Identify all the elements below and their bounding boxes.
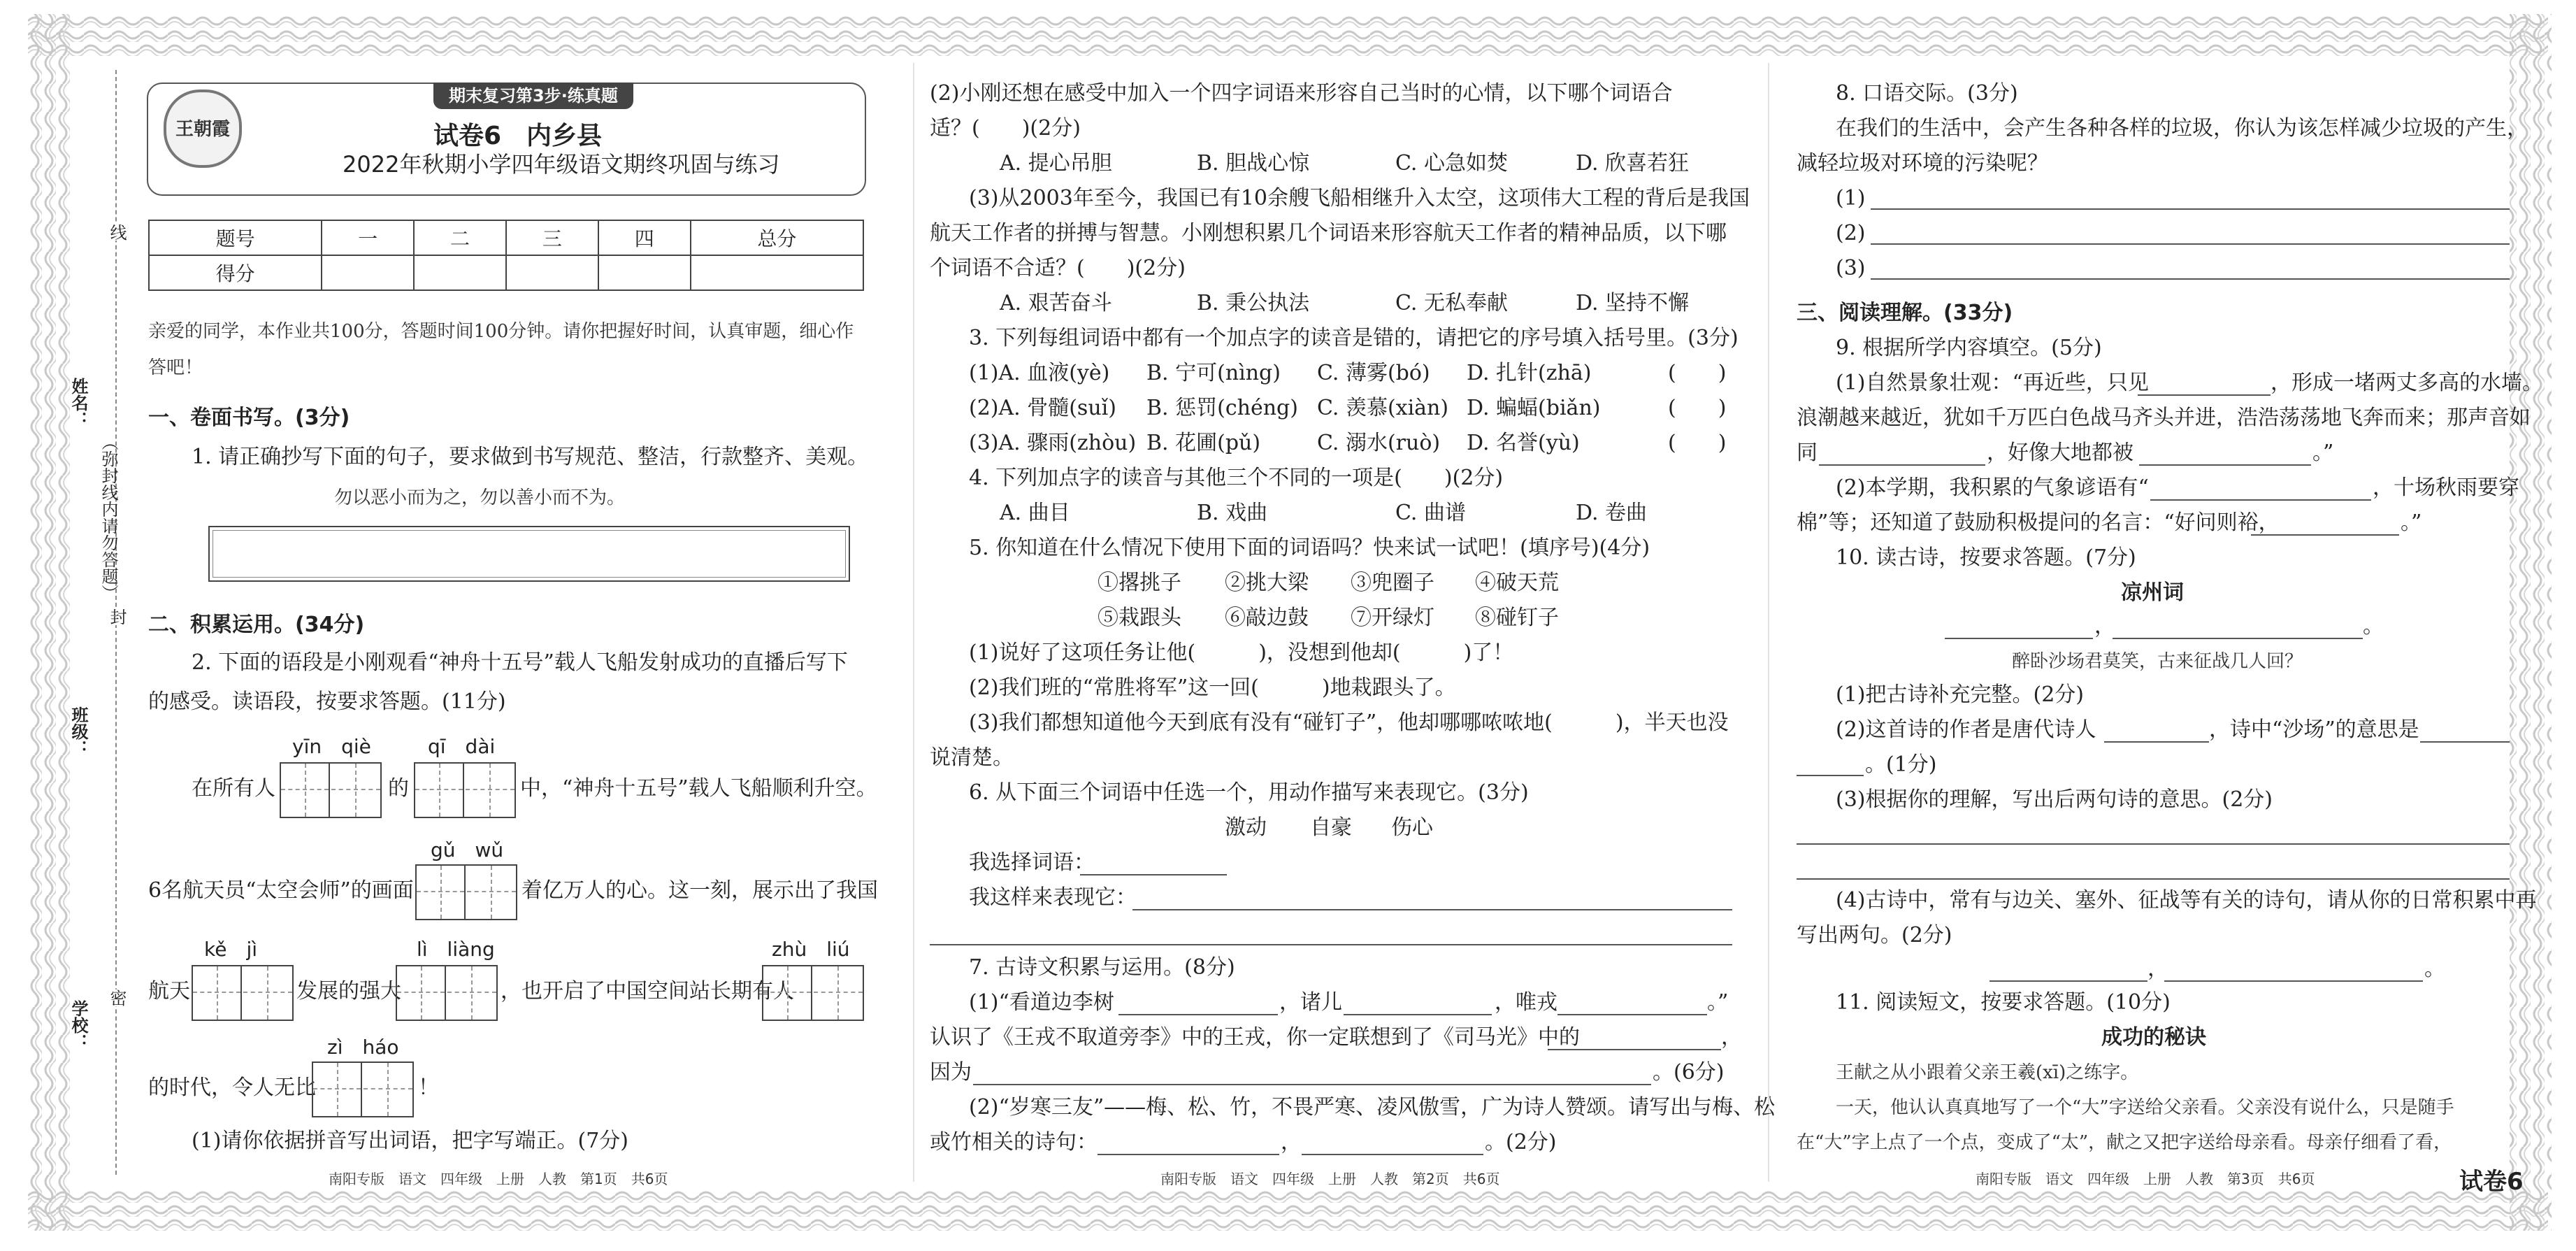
question-text: (2)“岁寒三友”——梅、松、竹，不畏严寒、凌风傲雪，广为诗人赞颂。请写出与梅、松 (969, 1095, 1776, 1120)
option[interactable]: D. 蝙蝠(biǎn) (1467, 396, 1601, 420)
question-text: 。” (1707, 990, 1729, 1015)
question-text: ， (2094, 614, 2115, 638)
score-row-label: 得分 (149, 255, 322, 290)
question-text: (2)我们班的“常胜将军”这一回( )地栽跟头了。 (969, 675, 1456, 700)
q1-text: 1. 请正确抄写下面的句子，要求做到书写规范、整洁，行款整齐、美观。 (192, 445, 869, 469)
footer-page-3: 南阳专版 语文 四年级 上册 人教 第3页 共6页 (1976, 1171, 2315, 1187)
answer-paren[interactable]: ( ) (1668, 431, 1727, 455)
q1-sentence: 勿以恶小而为之，勿以善小而不为。 (334, 487, 626, 508)
answer-line[interactable] (2150, 499, 2371, 501)
char-grid[interactable] (414, 762, 516, 818)
passage-text: 发展的强大 (296, 979, 401, 1003)
score-header: 二 (414, 220, 506, 255)
seal-mark-1: 线 (105, 224, 129, 241)
question-text: 。(2分) (1485, 1130, 1557, 1155)
option[interactable]: C. 心急如焚 (1395, 151, 1508, 176)
poem-line: 醉卧沙场君莫笑，古来征战几人回？ (2012, 651, 2303, 672)
answer-line[interactable] (1989, 980, 2147, 982)
question-text: (1)“看道边李树 (969, 990, 1114, 1015)
pinyin: zhù liú (772, 938, 850, 961)
story-text: 一天，他认认真真地写了一个“大”字送给父亲看。父亲没有说什么，只是随手 (1836, 1097, 2454, 1118)
option[interactable]: C. 曲谱 (1395, 501, 1466, 525)
char-grid[interactable] (192, 965, 294, 1021)
word-option: ⑤栽跟头 (1098, 606, 1181, 630)
pinyin: yīn qiè (292, 735, 371, 758)
answer-line[interactable] (1344, 1014, 1492, 1015)
question-text: ，好像大地都被 (1987, 441, 2134, 465)
question-text: 10. 读古诗，按要求答题。(7分) (1836, 545, 2136, 570)
option[interactable]: B. 胆战心惊 (1197, 151, 1310, 176)
word-option: ⑦开绿灯 (1351, 606, 1434, 630)
question-text: 个词语不合适？( )(2分) (930, 256, 1186, 280)
question-text: ，形成一堵两丈多高的水墙。 (2271, 371, 2543, 395)
answer-line[interactable] (1871, 278, 2510, 280)
q2-sub1: (1)请你依据拼音写出词语，把字写端正。(7分) (192, 1129, 628, 1153)
question-text: 。” (2312, 441, 2334, 465)
school-label: 学校： (69, 1000, 88, 1050)
score-cell[interactable] (506, 255, 598, 290)
answer-line[interactable] (1080, 874, 1227, 875)
score-cell[interactable] (322, 255, 414, 290)
logo (164, 90, 242, 168)
name-label: 姓名： (69, 378, 88, 428)
answer-line[interactable] (1132, 909, 1732, 910)
q2-text: 2. 下面的语段是小刚观看“神舟十五号”载人飞船发射成功的直播后写下 (192, 650, 848, 675)
question-text: (2)本学期，我积累的气象谚语有“ (1836, 476, 2149, 500)
score-cell[interactable] (598, 255, 691, 290)
question-text: (3)我们都想知道他今天到底有没有“碰钉子”，他却哪哪哝哝地( )，半天也没 (969, 710, 1729, 735)
question-text: 。 (2363, 614, 2384, 638)
option[interactable]: A. 艰苦奋斗 (1000, 291, 1112, 315)
answer-line[interactable] (1871, 243, 2510, 245)
question-text: 认识了《王戎不取道旁李》中的王戎，你一定联想到了《司马光》中的 (930, 1025, 1580, 1050)
passage-text: ！ (418, 1075, 439, 1100)
banner: 期末复习第3步·练真题 (433, 83, 633, 109)
passage-text: 着亿万人的心。这一刻，展示出了我国 (521, 878, 878, 903)
option[interactable]: (1)A. 血液(yè) (969, 361, 1110, 385)
word-option: 激动 (1225, 815, 1267, 840)
exam-title: 试卷6 内乡县 (433, 122, 603, 150)
intro-line: 亲爱的同学，本作业共100分，答题时间100分钟。请你把握好时间，认真审题，细心作 (148, 321, 854, 342)
question-text: 或竹相关的诗句： (930, 1130, 1098, 1155)
question-text: 因为 (930, 1060, 972, 1085)
passage-text: 中，“神舟十五号”载人飞船顺利升空。 (520, 776, 877, 801)
question-text: 减轻垃圾对环境的污染呢？ (1797, 151, 2048, 176)
option[interactable]: A. 提心吊胆 (1000, 151, 1112, 176)
option[interactable]: D. 坚持不懈 (1576, 291, 1690, 315)
answer-line[interactable] (2139, 464, 2311, 466)
answer-line[interactable] (930, 944, 1732, 945)
question-text: 9. 根据所学内容填空。(5分) (1836, 336, 2102, 360)
q2-text: 的感受。读语段，按要求答题。(11分) (148, 689, 506, 714)
pinyin: kě jì (204, 938, 258, 961)
question-text: 4. 下列加点字的读音与其他三个不同的一项是( )(2分) (969, 466, 1504, 490)
question-text: (4)古诗中，常有与边关、塞外、征战等有关的诗句，请从你的日常积累中再 (1836, 888, 2537, 913)
answer-line[interactable] (973, 1084, 1651, 1085)
section-2-title: 二、积累运用。(34分) (148, 613, 365, 637)
question-text: 。(6分) (1653, 1060, 1725, 1085)
question-text: (1)把古诗补充完整。(2分) (1836, 682, 2084, 707)
answer-line[interactable] (1819, 464, 1985, 466)
question-text: (3)根据你的理解，写出后两句诗的意思。(2分) (1836, 787, 2273, 812)
question-text: 11. 阅读短文，按要求答题。(10分) (1836, 990, 2171, 1015)
answer-line[interactable] (2104, 741, 2209, 743)
option[interactable]: C. 薄雾(bó) (1317, 361, 1430, 385)
score-header: 题号 (149, 220, 322, 255)
answer-line[interactable] (2420, 741, 2510, 743)
pinyin: gǔ wǔ (431, 838, 504, 862)
question-text: (1)自然景象壮观：“再近些，只见 (1836, 371, 2149, 395)
handwriting-box[interactable] (208, 526, 850, 582)
passage-text: 的 (388, 776, 409, 801)
answer-paren[interactable]: ( ) (1668, 361, 1727, 385)
word-option: ②挑大梁 (1225, 571, 1309, 595)
question-text: 在我们的生活中，会产生各种各样的垃圾，你认为该怎样减少垃圾的产生， (1836, 116, 2528, 141)
seal-mark-2: 封 (105, 608, 129, 625)
answer-line[interactable] (1797, 775, 1864, 776)
question-text: 航天工作者的拼搏与智慧。小刚想积累几个词语来形容航天工作者的精神品质，以下哪 (930, 221, 1727, 245)
question-text: 8. 口语交际。(3分) (1836, 81, 2018, 106)
score-table (148, 220, 864, 291)
option[interactable]: C. 羡慕(xiàn) (1317, 396, 1449, 420)
question-text: ， (1281, 1130, 1302, 1155)
story-text: 在“大”字上点了一个点，变成了“太”，献之又把字送给母亲看。母亲仔细看了看， (1797, 1132, 2452, 1153)
question-text: 浪潮越来越近，犹如千万匹白色战马齐头并进，浩浩荡荡地飞奔而来；那声音如 (1797, 406, 2531, 430)
poem-title: 凉州词 (2121, 580, 2184, 605)
option[interactable]: B. 宁可(nìng) (1146, 361, 1281, 385)
score-header: 一 (322, 220, 414, 255)
question-text: (2)小刚还想在感受中加入一个四字词语来形容自己当时的心情，以下哪个词语合 (930, 81, 1673, 106)
answer-line[interactable] (2113, 638, 2363, 639)
question-text: 7. 古诗文积累与运用。(8分) (969, 955, 1235, 980)
exam-subtitle: 2022年秋期小学四年级语文期终巩固与练习 (343, 151, 780, 178)
score-cell[interactable] (414, 255, 506, 290)
char-grid[interactable] (312, 1061, 414, 1117)
question-text: 我选择词语： (969, 850, 1095, 875)
answer-line[interactable] (1118, 1014, 1278, 1015)
answer-line[interactable] (1548, 1049, 1721, 1050)
answer-line[interactable] (2164, 980, 2423, 982)
answer-line[interactable] (1797, 843, 2510, 845)
char-grid[interactable] (396, 965, 498, 1021)
story-text: 王献之从小跟着父亲王羲(xī)之练字。 (1836, 1062, 2139, 1083)
passage-text: 6名航天员“太空会师”的画面 (148, 878, 414, 903)
passage-text: 的时代，令人无比 (148, 1075, 316, 1100)
paper-badge: 试卷6 (2459, 1168, 2524, 1196)
answer-line[interactable] (2251, 534, 2399, 536)
question-text: 同 (1797, 441, 1818, 465)
question-text: (2)这首诗的作者是唐代诗人 (1836, 717, 2096, 742)
footer-page-2: 南阳专版 语文 四年级 上册 人教 第2页 共6页 (1160, 1171, 1500, 1187)
story-title: 成功的秘诀 (2101, 1025, 2206, 1050)
question-text: (3)从2003年至今，我国已有10余艘飞船相继升入太空，这项伟大工程的背后是我国 (969, 186, 1750, 210)
question-text: 棉”等；还知道了鼓励积极提问的名言：“好问则裕， (1797, 510, 2280, 535)
section-1-title: 一、卷面书写。(3分) (148, 406, 350, 430)
answer-paren[interactable]: ( ) (1668, 396, 1727, 420)
char-grid[interactable] (415, 864, 517, 920)
section-3-title: 三、阅读理解。(33分) (1797, 301, 2013, 325)
logo-text: 王朝霞 (175, 119, 230, 140)
option[interactable]: C. 无私奉献 (1395, 291, 1508, 315)
question-text: ，诗中“沙场”的意思是 (2209, 717, 2419, 742)
option[interactable]: D. 欣喜若狂 (1576, 151, 1690, 176)
char-grid[interactable] (762, 965, 864, 1021)
score-header: 总分 (691, 220, 863, 255)
answer-label: (2) (1836, 221, 1866, 245)
question-text: ，唯戎 (1495, 990, 1557, 1015)
answer-line[interactable] (1945, 638, 2093, 639)
score-cell[interactable] (691, 255, 863, 290)
option[interactable]: B. 戏曲 (1197, 501, 1268, 525)
question-text: 写出两句。(2分) (1797, 923, 1952, 948)
passage-text: 航天 (148, 979, 190, 1003)
option[interactable]: D. 卷曲 (1576, 501, 1648, 525)
word-option: 伤心 (1391, 815, 1433, 840)
question-text: 说清楚。 (930, 745, 1014, 770)
word-option: ⑧碰钉子 (1475, 606, 1559, 630)
answer-line[interactable] (1098, 1154, 1279, 1155)
answer-line[interactable] (1871, 208, 2510, 210)
footer-page-1: 南阳专版 语文 四年级 上册 人教 第1页 共6页 (329, 1171, 668, 1187)
intro-line: 答吧！ (148, 357, 203, 378)
answer-label: (1) (1836, 186, 1866, 210)
char-grid[interactable] (280, 762, 382, 818)
passage-text: ，也开启了中国空间站长期有人 (501, 979, 794, 1003)
option[interactable]: B. 花圃(pǔ) (1146, 431, 1261, 455)
seal-note: （弥封线内请勿答题） (99, 434, 118, 601)
answer-line[interactable] (1797, 878, 2510, 880)
pinyin: lì liàng (417, 938, 495, 961)
question-text: 我这样来表现它： (969, 885, 1137, 910)
passage-text: 在所有人 (192, 776, 275, 801)
question-text: 3. 下列每组词语中都有一个加点字的读音是错的，请把它的序号填入括号里。(3分) (969, 326, 1739, 350)
question-text: 6. 从下面三个词语中任选一个，用动作描写来表现它。(3分) (969, 780, 1529, 805)
question-text: (1)说好了这项任务让他( )，没想到他却( )了！ (969, 641, 1514, 665)
question-text: 适？( )(2分) (930, 116, 1081, 141)
answer-line[interactable] (1557, 1014, 1707, 1015)
option[interactable]: C. 溺水(ruò) (1317, 431, 1441, 455)
score-header: 三 (506, 220, 598, 255)
option[interactable]: B. 秉公执法 (1197, 291, 1310, 315)
question-text: 。 (2424, 957, 2445, 981)
option[interactable]: (2)A. 骨髓(suǐ) (969, 396, 1116, 420)
pinyin: zì háo (327, 1036, 399, 1059)
option[interactable]: (3)A. 骤雨(zhòu) (969, 431, 1137, 455)
question-text: ， (2147, 957, 2168, 981)
class-label: 班级： (69, 706, 88, 757)
word-option: ③兜圈子 (1351, 571, 1434, 595)
score-header: 四 (598, 220, 691, 255)
pinyin: qī dài (428, 735, 496, 758)
word-option: 自豪 (1310, 815, 1352, 840)
answer-line[interactable] (1302, 1154, 1483, 1155)
question-text: ， (1721, 1025, 1742, 1050)
question-text: 5. 你知道在什么情况下使用下面的词语吗？快来试一试吧！(填序号)(4分) (969, 536, 1650, 560)
question-text: 。” (2401, 510, 2422, 535)
option[interactable]: A. 曲目 (1000, 501, 1070, 525)
seal-mark-3: 密 (105, 989, 129, 1006)
word-option: ①撂挑子 (1098, 571, 1181, 595)
question-text: ，诸儿 (1279, 990, 1342, 1015)
word-option: ④破天荒 (1475, 571, 1559, 595)
word-option: ⑥敲边鼓 (1225, 606, 1309, 630)
answer-line[interactable] (2138, 394, 2271, 396)
option[interactable]: D. 名誉(yù) (1467, 431, 1580, 455)
question-text: ，十场秋雨要穿 (2373, 476, 2519, 500)
answer-label: (3) (1836, 256, 1866, 280)
option[interactable]: D. 扎针(zhā) (1467, 361, 1592, 385)
option[interactable]: B. 惩罚(chéng) (1146, 396, 1298, 420)
question-text: 。(1分) (1865, 752, 1937, 777)
